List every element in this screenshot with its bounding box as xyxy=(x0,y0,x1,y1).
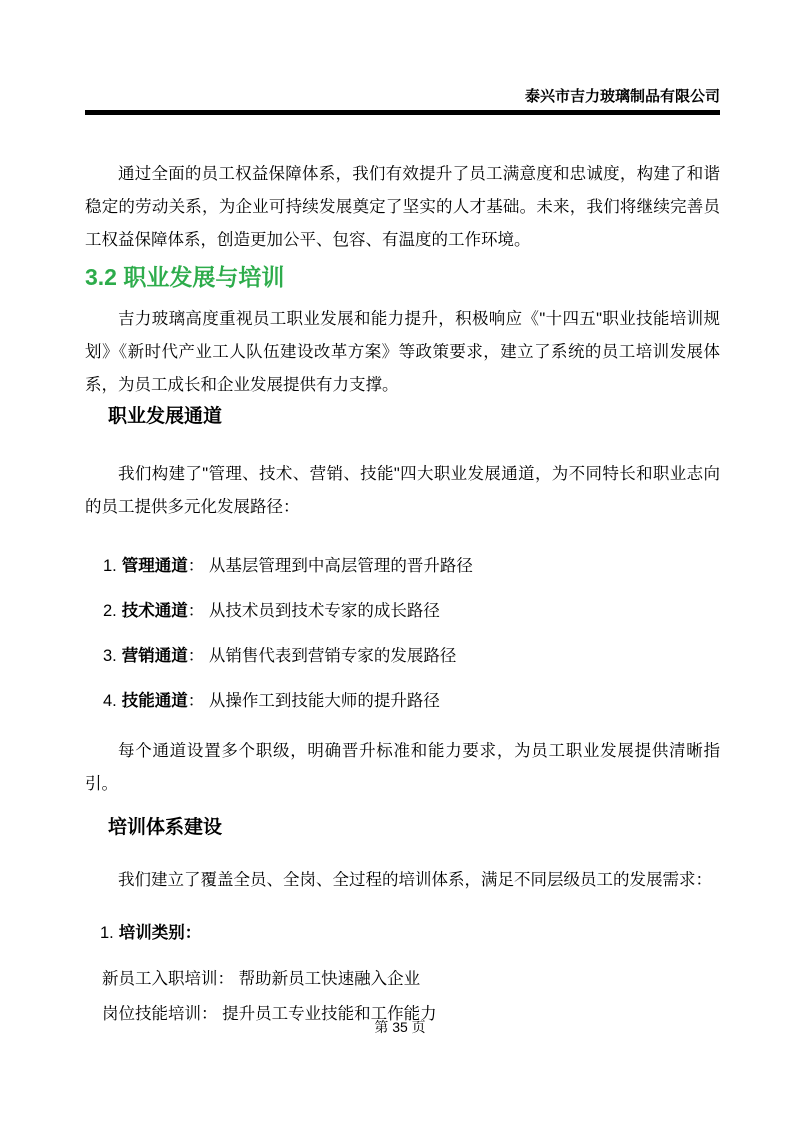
header-double-rule xyxy=(85,110,720,115)
career-channel-item xyxy=(103,601,720,622)
section-intro-paragraph: 吉力玻璃高度重视员工职业发展和能力提升，积极响应《"十四五"职业技能培训规划》《新时代产业工人队伍建设改革方案》等政策要求，建立了系统的员工培训发展体系，为员工成长和企业发展提供有力支撑。 xyxy=(85,310,720,394)
header-company-name: 泰兴市吉力玻璃制品有限公司 xyxy=(524,88,720,105)
training-category-line-2: 岗位技能培训： 提升员工专业技能和工作能力 xyxy=(102,1005,437,1023)
training-intro-paragraph: 我们建立了覆盖全员、全岗、全过程的培训体系，满足不同层级员工的发展需求： xyxy=(118,871,712,889)
channel-description: ： 从操作工到技能大师的提升路径 xyxy=(187,692,440,710)
career-channel-item xyxy=(103,691,720,712)
channel-label: 管理通道 xyxy=(121,557,188,575)
channel-label: 技术通道 xyxy=(121,602,188,620)
training-item-heading xyxy=(100,923,720,943)
career-channel-list xyxy=(103,556,720,712)
career-channel-item xyxy=(103,556,720,577)
channel-description: ： 从技术员到技术专家的成长路径 xyxy=(187,602,440,620)
training-item-number: 1. xyxy=(100,924,114,942)
intro-paragraph: 通过全面的员工权益保障体系，我们有效提升了员工满意度和忠诚度，构建了和谐稳定的劳动关系，为企业可持续发展奠定了坚实的人才基础。未来，我们将继续完善员工权益保障体系，创造更加公平、包容、有温度的工作环境。 xyxy=(85,165,720,249)
channel-description: ： 从销售代表到营销专家的发展路径 xyxy=(187,647,457,665)
channel-label: 营销通道 xyxy=(121,647,188,665)
page-number: 第 35 页 xyxy=(374,1019,426,1035)
page-footer xyxy=(0,1018,800,1036)
career-channel-item xyxy=(103,646,720,667)
career-intro-paragraph: 我们构建了"管理、技术、营销、技能"四大职业发展通道，为不同特长和职业志向的员工提供多元化发展路径： xyxy=(85,465,720,516)
page-header xyxy=(85,0,720,115)
career-path-heading: 职业发展通道 xyxy=(108,406,223,427)
training-category-line-1: 新员工入职培训： 帮助新员工快速融入企业 xyxy=(102,970,421,988)
channel-number: 1. xyxy=(103,557,117,575)
channel-number: 3. xyxy=(103,647,117,665)
channel-number: 2. xyxy=(103,602,117,620)
training-item-label: 培训类别： xyxy=(118,924,202,942)
training-system-heading: 培训体系建设 xyxy=(108,817,223,838)
section-heading-3-2: 3.2 职业发展与培训 xyxy=(85,264,285,290)
channel-label: 技能通道 xyxy=(121,692,188,710)
career-summary-paragraph: 每个通道设置多个职级，明确晋升标准和能力要求，为员工职业发展提供清晰指引。 xyxy=(85,742,720,793)
channel-number: 4. xyxy=(103,692,117,710)
channel-description: ： 从基层管理到中高层管理的晋升路径 xyxy=(187,557,473,575)
